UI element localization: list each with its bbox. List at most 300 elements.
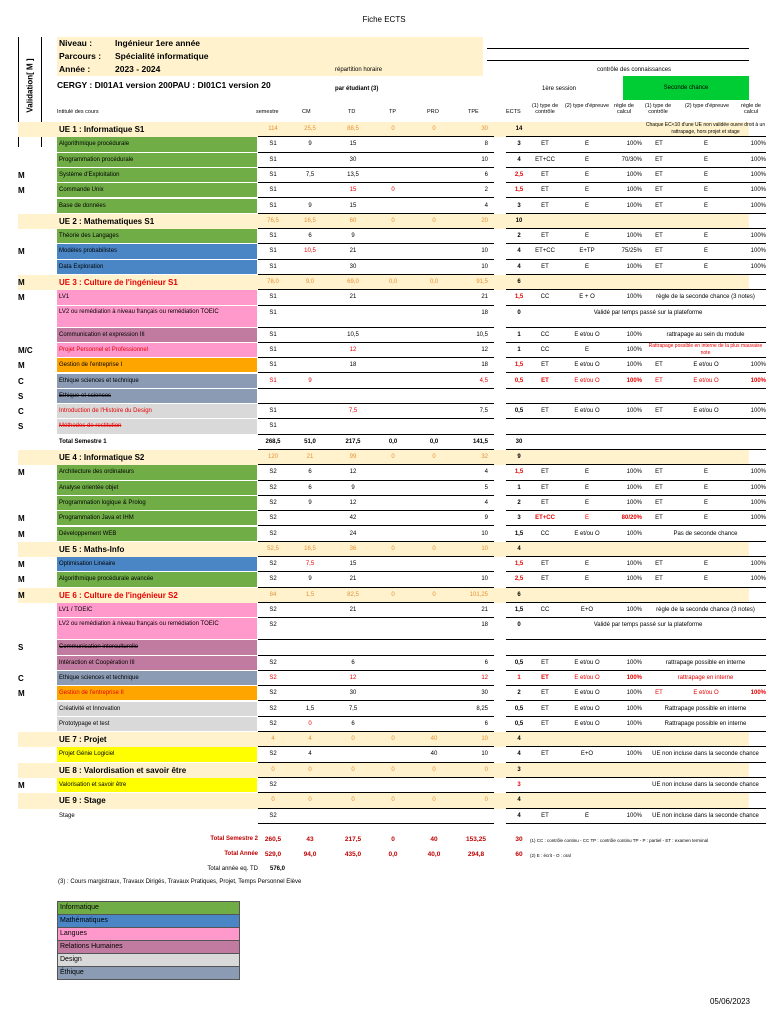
cell-td: 6 — [351, 659, 355, 666]
cell-cm: 9 — [308, 377, 312, 384]
cell-course: Système d'Exploitation — [59, 171, 120, 178]
cell-ects: 3 — [517, 766, 521, 773]
cell-tpe: 6 — [484, 720, 488, 727]
cell-cal: 100% — [626, 812, 642, 819]
table-row — [18, 747, 759, 762]
cell-v: M — [18, 186, 25, 196]
table-row — [18, 358, 766, 373]
cell-r2: 100% — [750, 561, 766, 568]
cell-ects: 2 — [517, 499, 521, 506]
cell-v: M — [18, 361, 25, 371]
cell-x: 0 — [484, 766, 488, 773]
cell-ects: 4 — [517, 263, 521, 270]
cell-v: M — [18, 468, 25, 478]
cell-e2: E — [703, 141, 708, 148]
cell-course: Stage — [59, 812, 75, 819]
cell-t2: ET — [655, 248, 663, 255]
cell-sem: S2 — [269, 607, 277, 613]
cell-e1: E — [584, 233, 589, 240]
cell-ects: 9 — [517, 454, 521, 460]
cell-t2: ET — [655, 690, 663, 697]
cell-t1: ET+CC — [535, 515, 555, 522]
cell-course: Communication interculturelle — [59, 644, 139, 651]
cell-r2: 100% — [750, 515, 766, 522]
cell-course: LV2 ou remédiation à niveau français ou remédiation TOEIC — [59, 621, 219, 628]
ue-row — [18, 588, 749, 603]
cell-t1: ET — [541, 263, 549, 270]
cell-tpe: 0 — [432, 454, 436, 460]
cell-course: Gestion de l'entreprise II — [59, 690, 124, 697]
cell-tp: 0 — [351, 797, 355, 804]
cell-td: 21 — [306, 454, 314, 460]
cell-sem: S1 — [269, 408, 277, 415]
cell-cm: 0 — [271, 766, 275, 773]
cell-e1: E — [584, 515, 589, 522]
cell-ects: 1,5 — [514, 530, 524, 537]
cell-pro: 0 — [391, 797, 395, 804]
cell-t2: ET — [655, 576, 663, 583]
cell-tpe: 12 — [481, 346, 488, 353]
cell-v: M — [18, 514, 25, 524]
cell-course: Programmation Java et IHM — [59, 515, 134, 522]
cell-e2: E — [703, 233, 708, 240]
cell-t1: ET — [541, 484, 549, 491]
cell-t2: ET — [655, 156, 663, 163]
table-row — [18, 374, 766, 389]
cell-tpe: 21 — [481, 607, 488, 613]
cell-sem: S2 — [269, 484, 277, 491]
cell-sem: S2 — [269, 720, 277, 727]
cell-e1: E — [584, 346, 589, 353]
cell-e1: E et/ou O — [574, 720, 600, 727]
cell-e1: E — [584, 187, 589, 194]
col-course: Intitulé des cours — [57, 109, 99, 115]
cell-cal: 100% — [626, 294, 642, 301]
cell-e1: E+TP — [579, 248, 595, 255]
cell-td: 15 — [349, 141, 357, 148]
cell-r2: 100% — [750, 171, 766, 178]
cell-t2: ET — [655, 187, 663, 194]
cell-sem: S1 — [269, 331, 277, 338]
cell-ects: 0,5 — [514, 408, 524, 415]
cell-cal: 100% — [626, 499, 642, 506]
cell-t1: ET+CC — [535, 248, 555, 255]
cell-e1: E — [584, 141, 589, 148]
cell-ects: 2 — [517, 690, 521, 697]
cell-td: 0 — [308, 797, 312, 804]
ue-row — [18, 275, 749, 290]
table-row — [18, 404, 766, 419]
cell-v: M — [18, 293, 25, 303]
cell-course: Commande Unix — [59, 187, 104, 194]
cell-sem: S1 — [269, 187, 277, 194]
cell-ects: 2 — [517, 233, 521, 240]
cell-course: Développement WEB — [59, 530, 117, 537]
cell-t1: ET — [541, 705, 549, 712]
cell-course: Gestion de l'entreprise I — [59, 362, 123, 369]
table-row — [18, 168, 766, 183]
cell-sem: S2 — [269, 782, 277, 788]
cell-e1: E et/ou O — [574, 674, 600, 681]
cell-t2: ET — [655, 263, 663, 270]
table-row — [18, 481, 766, 496]
cell-v: M — [18, 529, 25, 539]
cell-pro: 0 — [391, 217, 395, 224]
cell-tpe: 21 — [481, 294, 488, 301]
footer-date: 05/06/2023 — [709, 997, 750, 1006]
cell-ects: 3 — [517, 782, 521, 788]
cell-course: Algorithmique procédurale — [59, 141, 130, 148]
cell-e1: E et/ou O — [574, 690, 600, 697]
cell-td: 15 — [349, 202, 357, 209]
cell-cm: 78,0 — [267, 279, 279, 285]
cell-note2: règle de la seconde chance (3 notes) — [656, 294, 755, 301]
legend-item: Relations Humaines — [57, 941, 240, 954]
cell-ects: 0,5 — [514, 720, 524, 727]
cell-td: 10,5 — [347, 331, 359, 338]
cell-e1: E + O — [579, 294, 595, 301]
cell-cal: 100% — [626, 705, 642, 712]
cell-course: Valorisation et savoir être — [59, 782, 127, 788]
cell-tp: 0 — [351, 736, 355, 743]
cell-r2: 100% — [750, 362, 766, 369]
legend-item: Éthique — [57, 967, 240, 980]
cell-e1: E — [584, 469, 589, 476]
cell-t1: ET — [541, 171, 549, 178]
cell-course: LV1 — [59, 294, 70, 301]
note-repartition: (3) : Cours margistraux, Travaux Dirigés, Travaux Pratiques, Projet, Temps Personnel Elève — [58, 879, 302, 885]
ue-row — [18, 450, 749, 465]
col-tp: TP — [389, 109, 397, 115]
validation-label: Validation[ M ] — [25, 58, 35, 113]
cell-td: 25,5 — [304, 126, 316, 132]
cell-e1: E — [584, 156, 589, 163]
cell-t1: ET — [541, 469, 549, 476]
parcours-value: Spécialité informatique — [115, 51, 209, 61]
cell-course: Analyse orientée objet — [59, 484, 119, 491]
ue-row — [18, 763, 749, 778]
cell-sem: S2 — [269, 659, 277, 666]
cell-td: 16,5 — [304, 217, 316, 224]
cell-t1: ET — [541, 690, 549, 697]
table-row — [18, 671, 749, 686]
cell-r2: 100% — [750, 202, 766, 209]
table-row — [18, 640, 749, 655]
cell-ects: 0,5 — [514, 659, 524, 666]
cell-course: Data Exploration — [59, 263, 104, 270]
cell-tpe: 10 — [481, 156, 488, 163]
cell-note2: UE non incluse dans la seconde chance — [652, 751, 759, 758]
table-row — [18, 702, 749, 717]
cell-cal: 70/30% — [621, 156, 642, 163]
cell-v: S — [18, 422, 24, 432]
cell-tpe: 0 — [432, 766, 436, 773]
cell-t2: ET — [655, 377, 663, 384]
cell-tpe: 0 — [432, 797, 436, 804]
cell-v: M — [18, 278, 25, 287]
table-row — [18, 137, 766, 152]
total-value: 435,0 — [344, 851, 362, 858]
cell-ects: 1,5 — [514, 362, 524, 369]
par-etudiant-label: par étudiant (3) — [335, 86, 379, 92]
cell-sem: S1 — [269, 423, 277, 430]
total-value: 30 — [515, 836, 523, 843]
cell-cal: 100% — [626, 530, 642, 537]
cell-sem: S2 — [269, 561, 277, 568]
cell-v: C — [18, 376, 24, 386]
cell-e2: E — [703, 156, 708, 163]
table-row — [18, 686, 766, 701]
cell-t2: ET — [655, 499, 663, 506]
cell-ects: 1 — [517, 484, 521, 491]
cell-t1: ET+CC — [535, 156, 555, 163]
cell-tpe: 0 — [432, 545, 436, 552]
cell-td: 30 — [349, 690, 357, 697]
totals-block — [18, 836, 749, 896]
cell-cal: 100% — [626, 576, 642, 583]
table-row — [18, 778, 759, 793]
cell-cal: 100% — [626, 331, 642, 338]
cell-e1: E — [584, 202, 589, 209]
cell-cal: 100% — [626, 469, 642, 476]
cell-sem: S1 — [269, 294, 277, 301]
cell-tpe: 9 — [484, 515, 488, 522]
cell-td: 6 — [351, 720, 355, 727]
cell-t2: ET — [655, 408, 663, 415]
cell-ects: 4 — [517, 797, 521, 804]
cell-course: LV2 ou remédiation à niveau français ou remédiation TOEIC — [59, 308, 219, 315]
cell-course: Méthodes de restitution — [59, 423, 122, 430]
cell-cm: 52,5 — [267, 545, 279, 552]
cell-t1: CC — [540, 530, 550, 537]
cell-cm: 4 — [308, 751, 312, 758]
cell-ects: 6 — [517, 279, 521, 285]
cell-t1: ET — [541, 233, 549, 240]
cell-course: Intéraction et Coopération III — [59, 659, 135, 666]
cell-e2: E et/ou O — [693, 690, 719, 697]
note-epreuve: (2) E : écrit - O : oral — [530, 853, 571, 858]
cell-v: M — [18, 689, 25, 699]
cell-sem: S2 — [269, 469, 277, 476]
cell-cm: 0 — [271, 797, 275, 804]
cell-tp: 0 — [391, 187, 395, 194]
cell-pro: 0 — [391, 736, 395, 743]
cell-x: 32 — [481, 454, 488, 460]
cell-cm: 9 — [308, 141, 312, 148]
cell-t1: ET — [541, 561, 549, 568]
cell-v: M — [18, 781, 25, 790]
controle-label: contrôle des connaissances — [597, 67, 672, 73]
cell-cal: 100% — [626, 408, 642, 415]
cell-ects: 4 — [517, 751, 521, 758]
cell-cm: 7,5 — [305, 171, 315, 178]
cell-tpe: 10 — [481, 248, 488, 255]
cell-ects: 4 — [517, 156, 521, 163]
cell-note2: règle de la seconde chance (3 notes) — [656, 607, 755, 613]
cell-sem: S2 — [269, 530, 277, 537]
cell-cal: 100% — [626, 141, 642, 148]
total-td-value: 576,0 — [270, 866, 286, 872]
col-tpe: TPE — [468, 109, 479, 115]
cell-td: 12 — [349, 469, 357, 476]
table-row — [18, 342, 763, 358]
row-rule — [258, 823, 494, 824]
cell-tpe: 10 — [481, 530, 488, 537]
total-value: 153,25 — [466, 836, 486, 843]
ue-row — [18, 732, 749, 747]
cell-r2: 100% — [750, 499, 766, 506]
niveau-row: Niveau : Ingénieur 1ere année — [59, 38, 201, 48]
cell-e2: E — [703, 171, 708, 178]
cell-note2: rattrapage au sein du module — [666, 331, 745, 338]
cell-e1: E — [584, 263, 589, 270]
cell-t2: ET — [655, 469, 663, 476]
cell-e1: E — [584, 561, 589, 568]
cell-ects: 0 — [517, 309, 521, 316]
cell-cm: 0 — [308, 720, 312, 727]
cell-note: Validé par temps passé sur la plateforme — [593, 622, 703, 629]
cell-e1: E et/ou O — [574, 705, 600, 712]
table-row — [18, 419, 749, 434]
cell-course: UE 7 : Projet — [59, 735, 107, 745]
cell-v: M — [18, 247, 25, 257]
note-controle: (1) CC : contrôle continu - CC TP : contrôle continu TP - P : partiel - ET : examen terminal — [530, 838, 709, 843]
col-type-controle: (1) type de contrôle — [531, 103, 559, 115]
cell-tpe: 0 — [432, 591, 436, 598]
cell-r2: 100% — [750, 469, 766, 476]
cell-r2: 100% — [750, 233, 766, 240]
cell-ects: 3 — [517, 515, 521, 522]
cell-course: Optimisation Linéaire — [59, 561, 116, 568]
cell-sem: S2 — [269, 622, 277, 629]
cell-ects: 1,5 — [514, 561, 524, 568]
cell-ects: 4 — [517, 248, 521, 255]
cell-sem: S2 — [269, 812, 277, 819]
cell-td: 21 — [349, 248, 357, 255]
cell-td: 21 — [349, 576, 357, 583]
cergy-code: CERGY : DI01A1 version 200PAU : DI01C1 version 20 — [57, 80, 271, 90]
cell-td: 7,5 — [348, 408, 358, 415]
cell-t2: ET — [655, 202, 663, 209]
cell-td: 21 — [349, 607, 357, 613]
cell-sem: S2 — [269, 674, 277, 681]
total-value: 294,8 — [467, 851, 485, 858]
cell-tpe: 4 — [484, 499, 488, 506]
cell-cal: 100% — [626, 362, 642, 369]
cell-course: Prototypage et test — [59, 720, 110, 727]
cell-t2: ET — [655, 171, 663, 178]
cell-e2: E et/ou O — [693, 362, 719, 369]
col-td: TD — [348, 109, 356, 115]
cell-cal: 100% — [626, 346, 642, 353]
table-row — [18, 603, 755, 618]
cell-course: Introduction de l'Histoire du Design — [59, 408, 152, 415]
cell-tpe: 2 — [484, 187, 488, 194]
cell-tpe: 4 — [484, 202, 488, 209]
cell-ects: 1,5 — [514, 469, 524, 476]
cell-t2: ET — [655, 515, 663, 522]
cell-cal: 100% — [626, 659, 642, 666]
cell-cm: 76,5 — [267, 217, 279, 224]
cell-tpe: 0 — [432, 217, 436, 224]
cell-e1: E+O — [580, 751, 594, 758]
cell-td: 16,5 — [304, 545, 316, 552]
cell-r2: 100% — [750, 484, 766, 491]
total-s2-label: Total Semestre 2 — [210, 836, 258, 842]
cell-course: UE 4 : Informatique S2 — [59, 453, 145, 462]
cell-td: 15 — [349, 187, 357, 194]
cell-cal: 100% — [626, 377, 642, 384]
cell-course: Communication et expression III — [59, 331, 145, 338]
cell-x: 101,25 — [469, 591, 488, 598]
total-annee-label: Total Année — [224, 851, 258, 857]
cell-course: Modèles probabilistes — [59, 248, 118, 255]
cell-note2: Rattrapage possible en interne de la plus mauvaise note — [648, 342, 763, 356]
cell-t1: ET — [541, 187, 549, 194]
cell-course: Projet Génie Logiciel — [59, 751, 115, 758]
cell-r2: 100% — [750, 248, 766, 255]
cell-tp: 99 — [349, 454, 357, 460]
legend-item: Design — [57, 954, 240, 967]
cell-cal: 100% — [626, 720, 642, 727]
col-regle-calcul: règle de calcul — [614, 103, 634, 115]
cell-t1: CC — [540, 294, 550, 301]
cell-cm: 120 — [267, 454, 278, 460]
cell-cm: 6 — [308, 233, 312, 240]
cell-td: 12 — [349, 499, 357, 506]
cell-pro: 0 — [391, 126, 395, 132]
header-block — [57, 37, 483, 76]
cell-td: 1,5 — [305, 591, 315, 598]
cell-cal: 80/20% — [621, 515, 642, 522]
cell-v: C — [18, 407, 24, 417]
cell-tpe: 4 — [484, 469, 488, 476]
cell-cm: 9 — [308, 576, 312, 583]
cell-e2: E — [703, 202, 708, 209]
cell-e1: E et/ou O — [574, 408, 600, 415]
total-td-label: Total année eq. TD — [207, 866, 258, 872]
cell-tpe: 0 — [432, 126, 436, 132]
cell-e2: E — [703, 248, 708, 255]
table-row — [18, 306, 749, 328]
cell-tpe: 10 — [481, 263, 488, 270]
cell-sem: 268,5 — [265, 438, 281, 445]
cell-t1: CC — [540, 607, 550, 613]
cell-cm: 51,0 — [304, 438, 316, 445]
cell-t1: ET — [541, 751, 549, 758]
cell-v: M/C — [18, 345, 33, 355]
cell-course: Programmation logique & Prolog — [59, 499, 146, 506]
cell-t1: ET — [541, 576, 549, 583]
cell-td: 30 — [349, 263, 357, 270]
ue-row — [18, 122, 766, 137]
cell-ects: 1,5 — [514, 294, 524, 301]
cell-t1: ET — [541, 377, 549, 384]
cell-cm: 6 — [308, 484, 312, 491]
cell-e2: E — [703, 484, 708, 491]
cell-cm: 1,5 — [305, 705, 315, 712]
cell-e2: E et/ou O — [693, 408, 719, 415]
cell-x: 20 — [481, 217, 488, 224]
table-row — [18, 511, 766, 526]
cell-e1: E — [584, 576, 589, 583]
cell-ects: 1 — [517, 331, 521, 338]
cell-td: 9 — [351, 233, 355, 240]
cell-e2: E — [703, 499, 708, 506]
cell-td: 217,5 — [345, 438, 361, 445]
cell-v: M — [18, 560, 25, 570]
table-row — [18, 656, 749, 671]
